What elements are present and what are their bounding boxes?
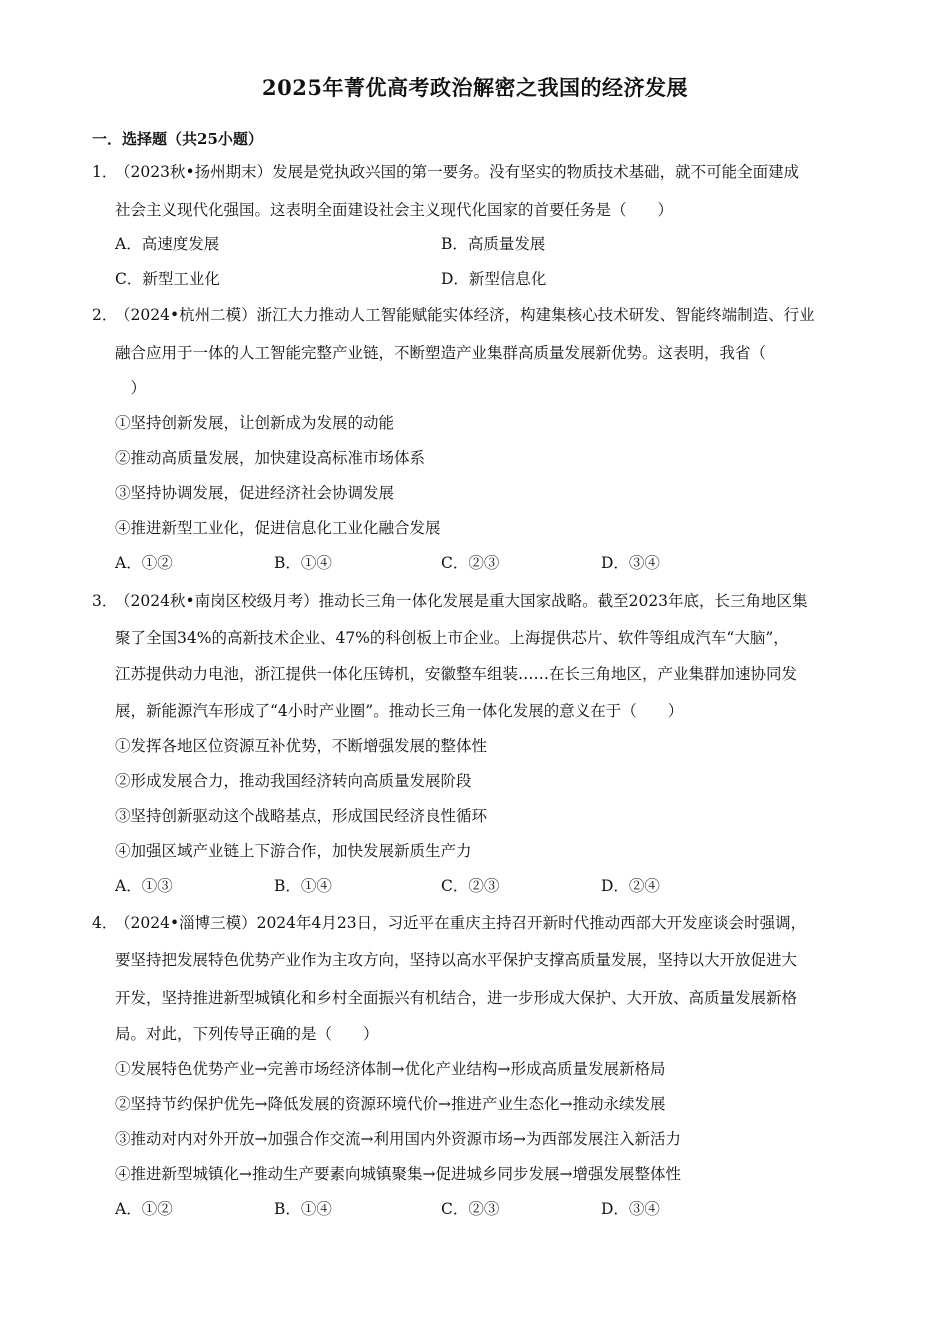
question-stem-line: 融合应用于一体的人工智能完整产业链，不断塑造产业集群高质量发展新优势。这表明，我省（ [115,344,767,362]
option-c: C．新型工业化 [115,270,220,288]
statement-item: ①发挥各地区位资源互补优势，不断增强发展的整体性 [115,737,488,755]
question-stem-line: （2024•淄博三模）2024年4月23日，习近平在重庆主持召开新时代推动西部大开发座谈会时强调， [115,914,807,932]
option-b: B．①④ [274,877,332,895]
statement-item: ④加强区域产业链上下游合作，加快发展新质生产力 [115,842,472,860]
option-b: B．高质量发展 [441,235,546,253]
page-title: 2025年菁优高考政治解密之我国的经济发展 [262,75,688,100]
option-d: D．③④ [601,554,660,572]
statement-item: ①坚持创新发展，让创新成为发展的动能 [115,414,395,432]
question-stem-line: 开发，坚持推进新型城镇化和乡村全面振兴有机结合，进一步形成大保护、大开放、高质量发展新格 [115,989,798,1007]
statement-item: ②推动高质量发展，加快建设高标准市场体系 [115,449,426,467]
option-a: A．①② [115,554,173,572]
question-stem-line: （2023秋•扬州期末）发展是党执政兴国的第一要务。没有坚实的物质技术基础，就不可能全面建成 [115,163,800,181]
statement-item: ①发展特色优势产业→完善市场经济体制→优化产业结构→形成高质量发展新格局 [115,1060,666,1078]
question-number: 1． [92,163,118,181]
statement-item: ③坚持创新驱动这个战略基点，形成国民经济良性循环 [115,807,488,825]
statement-item: ③推动对内对外开放→加强合作交流→利用国内外资源市场→为西部发展注入新活力 [115,1130,681,1148]
question-stem-line: 聚了全国34%的高新技术企业、47%的科创板上市企业。上海提供芯片、软件等组成汽车“大脑”， [115,629,789,647]
option-c: C．②③ [441,554,500,572]
question-number: 4． [92,914,118,932]
question-number: 3． [92,592,118,610]
option-d: D．③④ [601,1200,660,1218]
section-heading: 一．选择题（共25小题） [92,130,263,148]
option-c: C．②③ [441,1200,500,1218]
option-c: C．②③ [441,877,500,895]
option-b: B．①④ [274,554,332,572]
question-stem-line: 社会主义现代化强国。这表明全面建设社会主义现代化国家的首要任务是（ ） [115,201,674,219]
statement-item: ②坚持节约保护优先→降低发展的资源环境代价→推进产业生态化→推动永续发展 [115,1095,666,1113]
option-a: A．①② [115,1200,173,1218]
question-stem-line: 局。对此，下列传导正确的是（ ） [115,1025,379,1043]
option-d: D．②④ [601,877,660,895]
option-a: A．①③ [115,877,173,895]
statement-item: ④推进新型城镇化→推动生产要素向城镇聚集→促进城乡同步发展→增强发展整体性 [115,1165,681,1183]
question-stem-line: （2024秋•南岗区校级月考）推动长三角一体化发展是重大国家战略。截至2023年底，长三角地区集 [115,592,808,610]
question-stem-line: 要坚持把发展特色优势产业作为主攻方向，坚持以高水平保护支撑高质量发展，坚持以大开放促进大 [115,951,798,969]
statement-item: ④推进新型工业化，促进信息化工业化融合发展 [115,519,441,537]
option-d: D．新型信息化 [441,270,547,288]
question-stem-line: 展，新能源汽车形成了“4小时产业圈”。推动长三角一体化发展的意义在于（ ） [115,702,684,720]
option-b: B．①④ [274,1200,332,1218]
question-stem-line: 江苏提供动力电池，浙江提供一体化压铸机，安徽整车组装……在长三角地区，产业集群加速协同发 [115,665,798,683]
question-stem-line: ） [115,379,147,397]
statement-item: ②形成发展合力，推动我国经济转向高质量发展阶段 [115,772,472,790]
question-stem-line: （2024•杭州二模）浙江大力推动人工智能赋能实体经济，构建集核心技术研发、智能终端制造、行业 [115,306,815,324]
question-number: 2． [92,306,118,324]
option-a: A．高速度发展 [115,235,220,253]
statement-item: ③坚持协调发展，促进经济社会协调发展 [115,484,395,502]
